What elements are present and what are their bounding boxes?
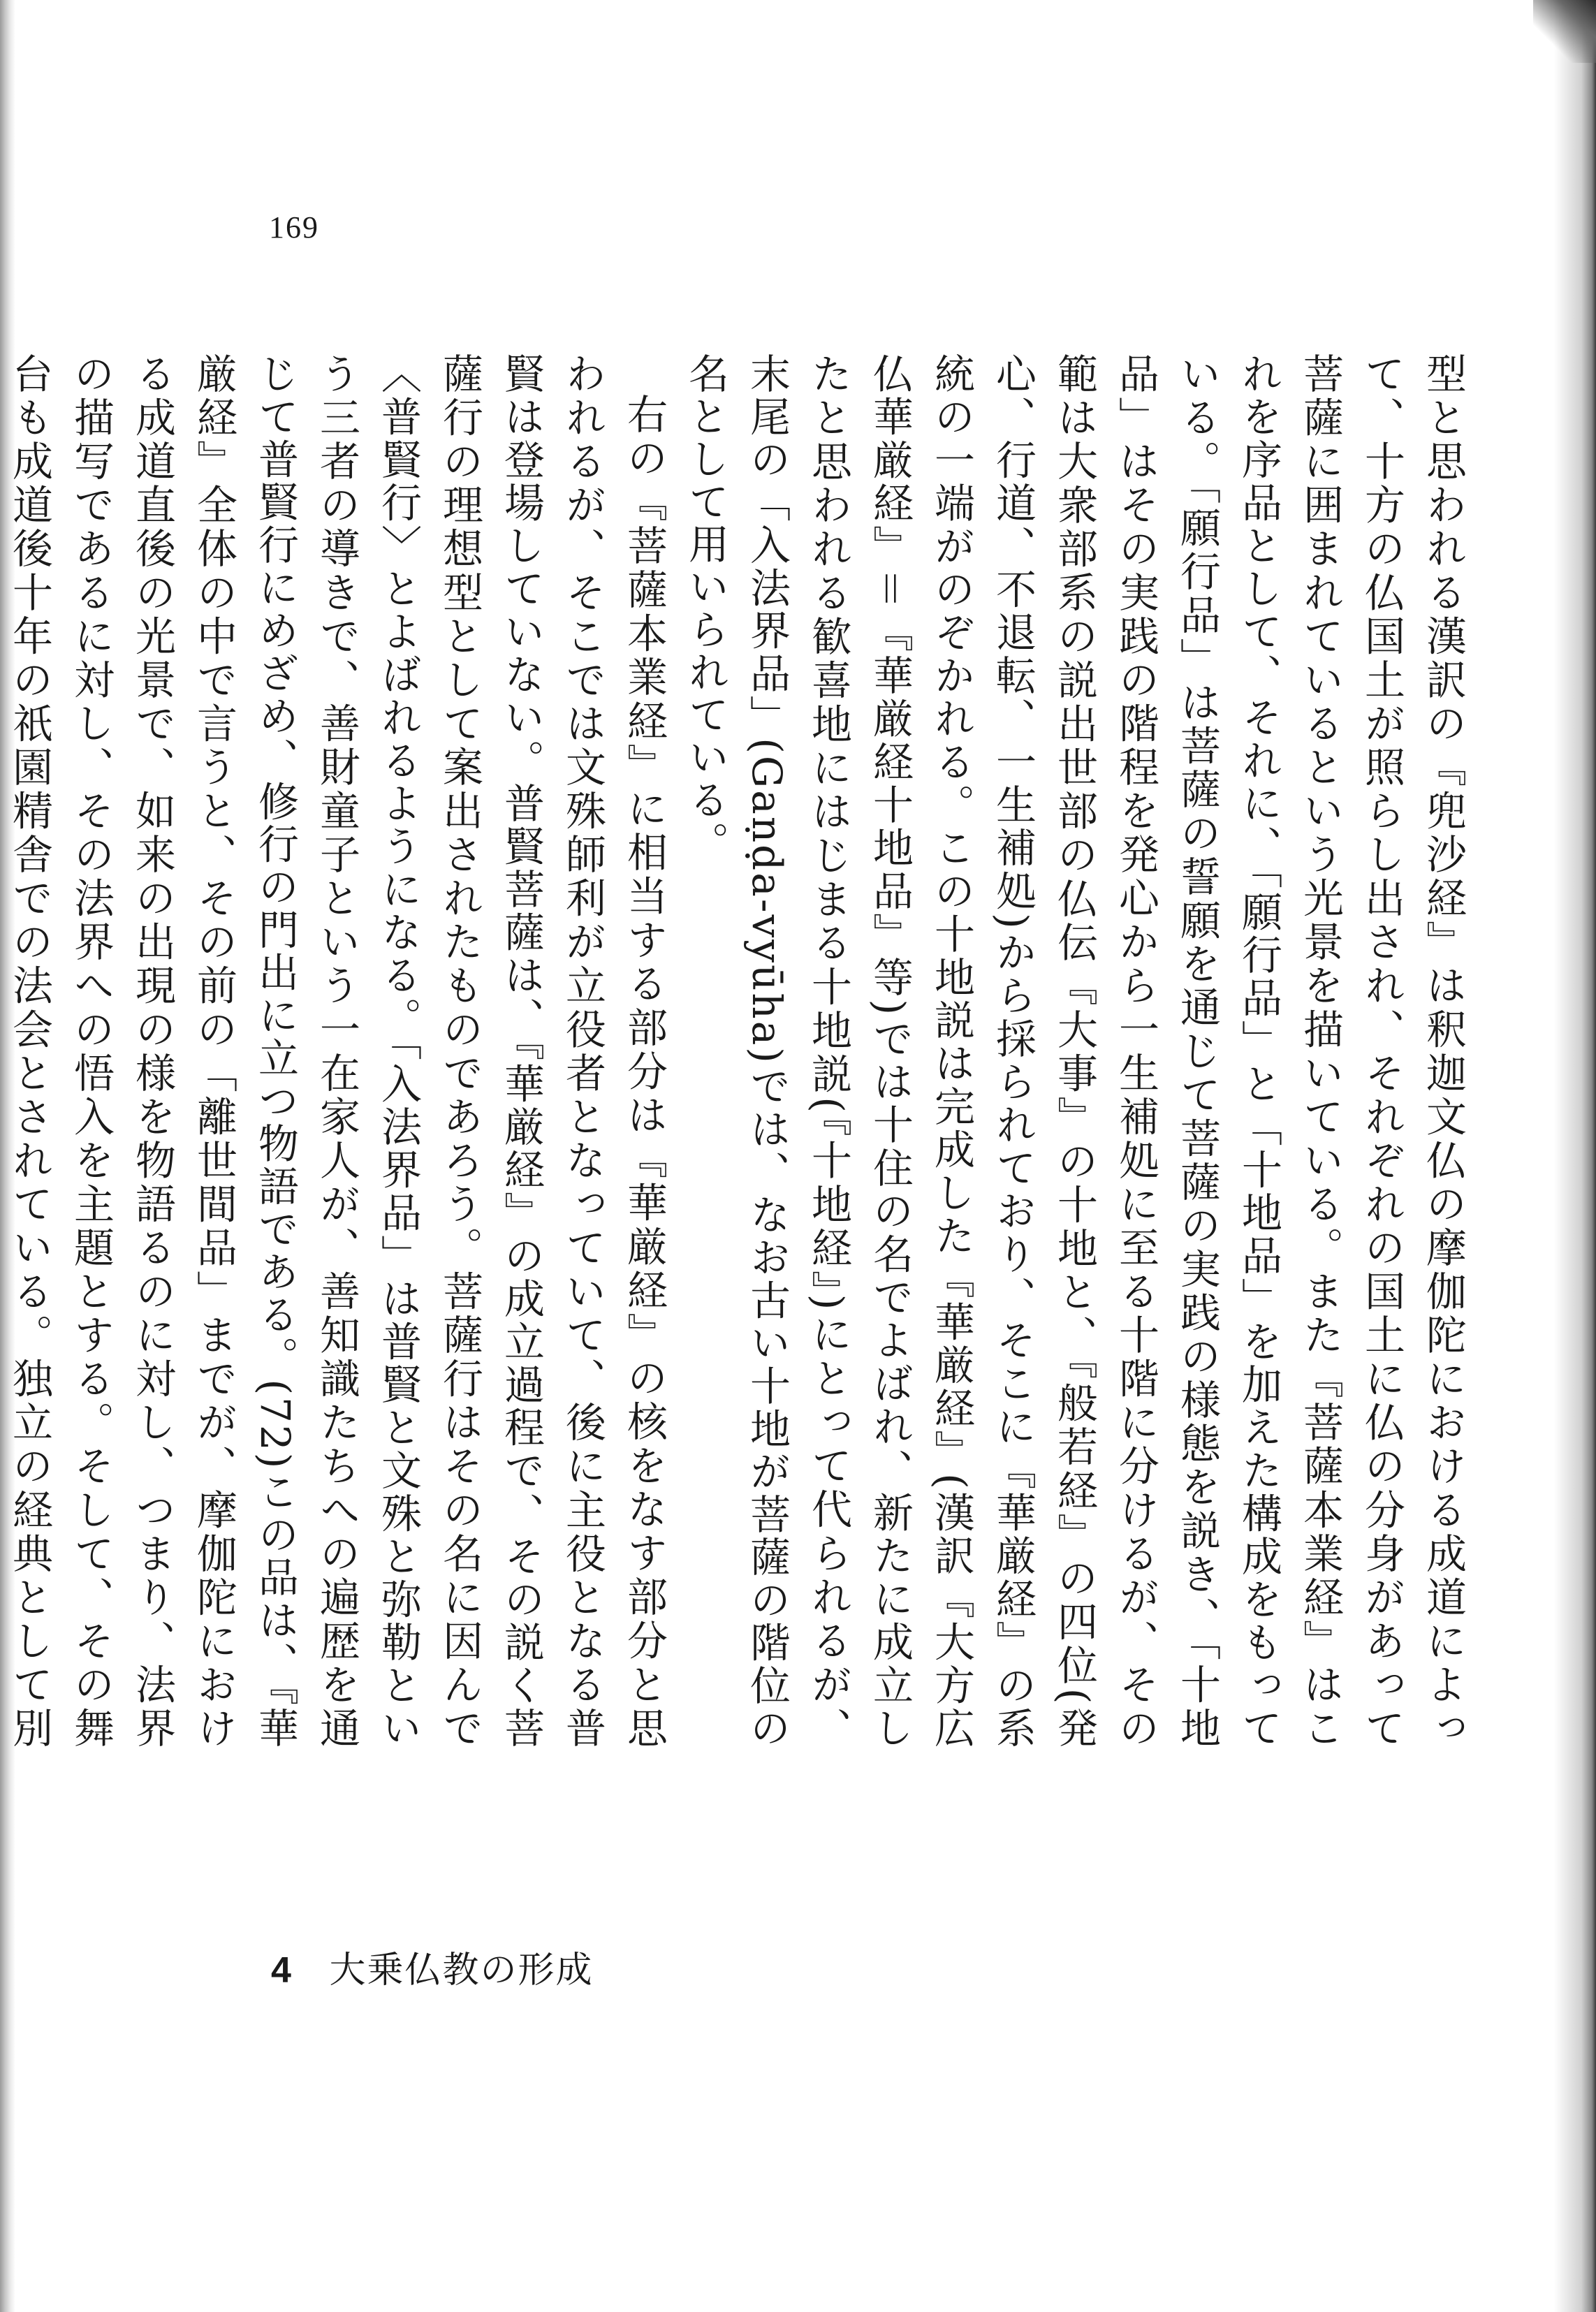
scan-corner-fold (1533, 0, 1596, 63)
chapter-title: 大乗仏教の形成 (329, 1949, 594, 1991)
chapter-number: 4 (271, 1950, 293, 1991)
paragraph-1: 型と思われる漢訳の『兜沙経』は釈迦文仏の摩伽陀における成道によって、十方の仏国土が照らし出され、それぞれの国土に仏の分身があって菩薩に囲まれているという光景を描いている。また『菩薩本業経』はこれを序品として、それに、「願行品」と「十地品」を加えた構成をもっている。「願行品」は菩薩の誓願を通じて菩薩の実践の様態を説き、「十地品」はその実践の階程を発心から一生補処に至る十階に分けるが、その範は大衆部系の説出世部の仏伝『大事』の十地と、『般若経』の四位(発心、行道、不退転、一生補処)から採られており、そこに『華厳経』の系統の一端がのぞかれる。この十地説は完成した『華厳経』(漢訳『大方広仏華厳経』＝『華厳経十地品』等)では十住の名でよばれ、新たに成立したと思われる歓喜地にはじまる十地説(『十地経』)にとって代られるが、末尾の「入法界品」(Gaṇḍa-vyūha)では、なお古い十地が菩薩の階位の名として用いられている。 (682, 353, 1467, 1750)
body-text (6, 353, 1474, 1750)
page-number: 169 (269, 210, 319, 244)
scan-shadow-right (1554, 0, 1596, 2312)
running-footer (271, 1940, 593, 1993)
paragraph-2: 右の『菩薩本業経』に相当する部分は『華厳経』の核をなす部分と思われるが、そこでは文殊師利が立役者となっていて、後に主役となる普賢は登場していない。普賢菩薩は、『華厳経』の成立過程で、その説く菩薩行の理想型として案出されたものであろう。菩薩行はその名に因んで〈普賢行〉とよばれるようになる。「入法界品」は普賢と文殊と弥勒という三者の導きで、善財童子という一在家人が、善知識たちへの遍歴を通じて普賢行にめざめ、修行の門出に立つ物語である。(72)この品は、『華厳経』全体の中で言うと、その前の「離世間品」までが、摩伽陀における成道直後の光景で、如来の出現の様を物語るのに対し、つまり、法界の描写であるに対し、その法界への悟入を主題とする。そして、その舞台も成道後十年の祇園精舎での法会とされている。独立の経典として別 (6, 353, 668, 1750)
